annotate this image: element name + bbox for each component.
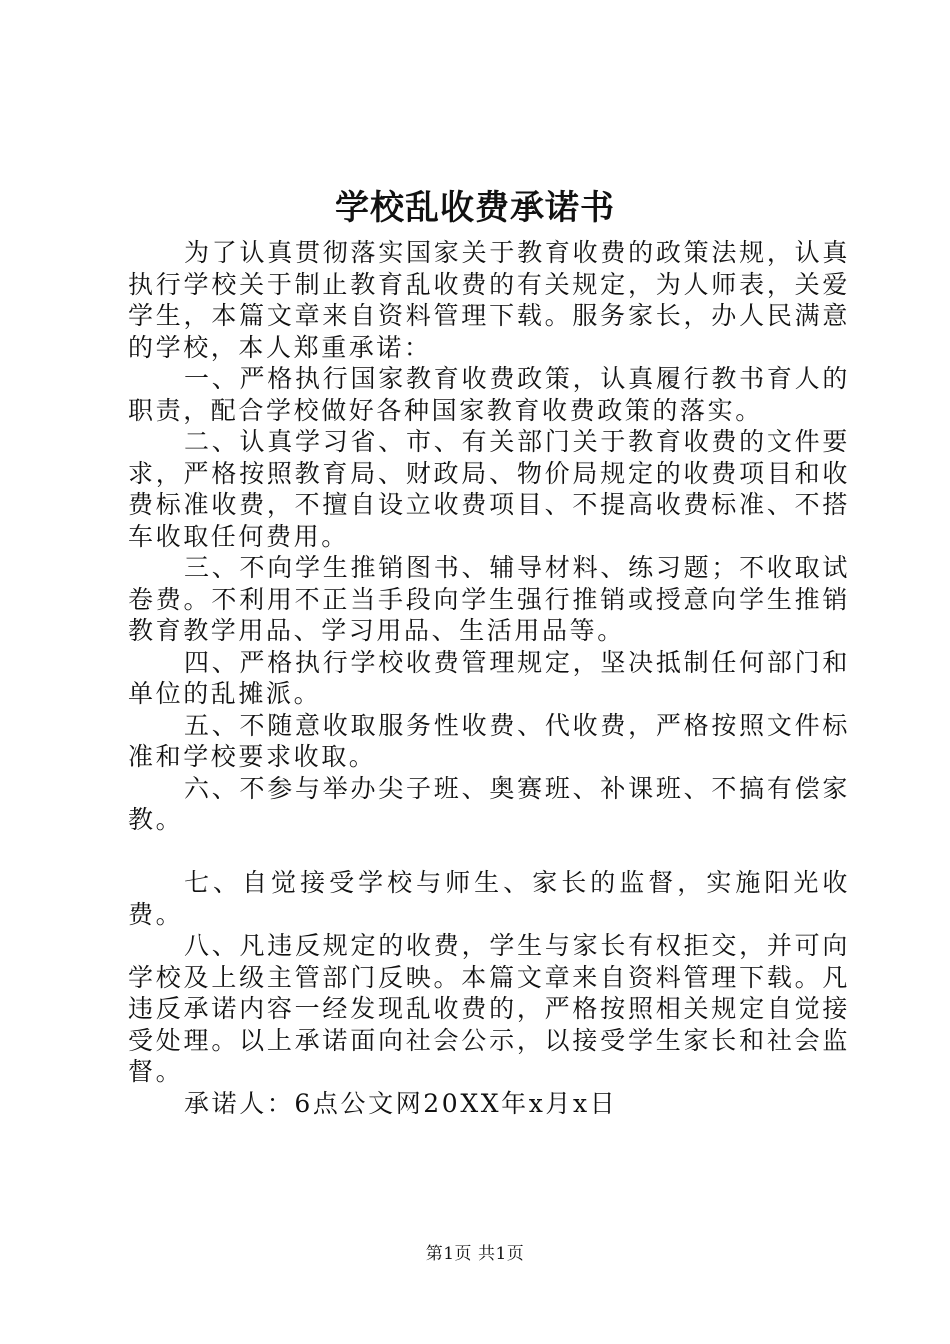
pledge-item-8: 八、凡违反规定的收费，学生与家长有权拒交，并可向学校及上级主管部门反映。本篇文章来自资料管理下载。凡违反承诺内容一经发现乱收费的，严格按照相关规定自觉接受处理。以上承诺面向社会公示，以接受学生家长和社会监督。: [128, 931, 850, 1086]
pledge-item-6: 六、不参与举办尖子班、奥赛班、补课班、不搞有偿家教。: [128, 773, 850, 834]
pledge-item-5: 五、不随意收取服务性收费、代收费，严格按照文件标准和学校要求收取。: [128, 710, 850, 771]
pledge-item-7: 七、自觉接受学校与师生、家长的监督，实施阳光收费。: [128, 868, 850, 929]
pledge-item-2: 二、认真学习省、市、有关部门关于教育收费的文件要求，严格按照教育局、财政局、物价局规定的收费项目和收费标准收费，不擅自设立收费项目、不提高收费标准、不搭车收取任何费用。: [128, 427, 850, 551]
document-body: [128, 237, 850, 1119]
intro-paragraph: 为了认真贯彻落实国家关于教育收费的政策法规，认真执行学校关于制止教育乱收费的有关规定，为人师表，关爱学生，本篇文章来自资料管理下载。服务家长，办人民满意的学校，本人郑重承诺：: [128, 238, 850, 362]
pledge-item-4: 四、严格执行学校收费管理规定，坚决抵制任何部门和单位的乱摊派。: [128, 647, 850, 708]
document-title: 学校乱收费承诺书: [335, 188, 615, 228]
pledge-item-1: 一、严格执行国家教育收费政策，认真履行教书育人的职责，配合学校做好各种国家教育收费政策的落实。: [128, 364, 850, 425]
signature-line: 承诺人：6点公文网20XX年x月x日: [184, 1088, 618, 1118]
pledge-item-3: 三、不向学生推销图书、辅导材料、练习题；不收取试卷费。不利用不正当手段向学生强行推销或授意向学生推销教育教学用品、学习用品、生活用品等。: [128, 553, 850, 645]
page-number-footer: 第1页 共1页: [425, 1244, 525, 1264]
